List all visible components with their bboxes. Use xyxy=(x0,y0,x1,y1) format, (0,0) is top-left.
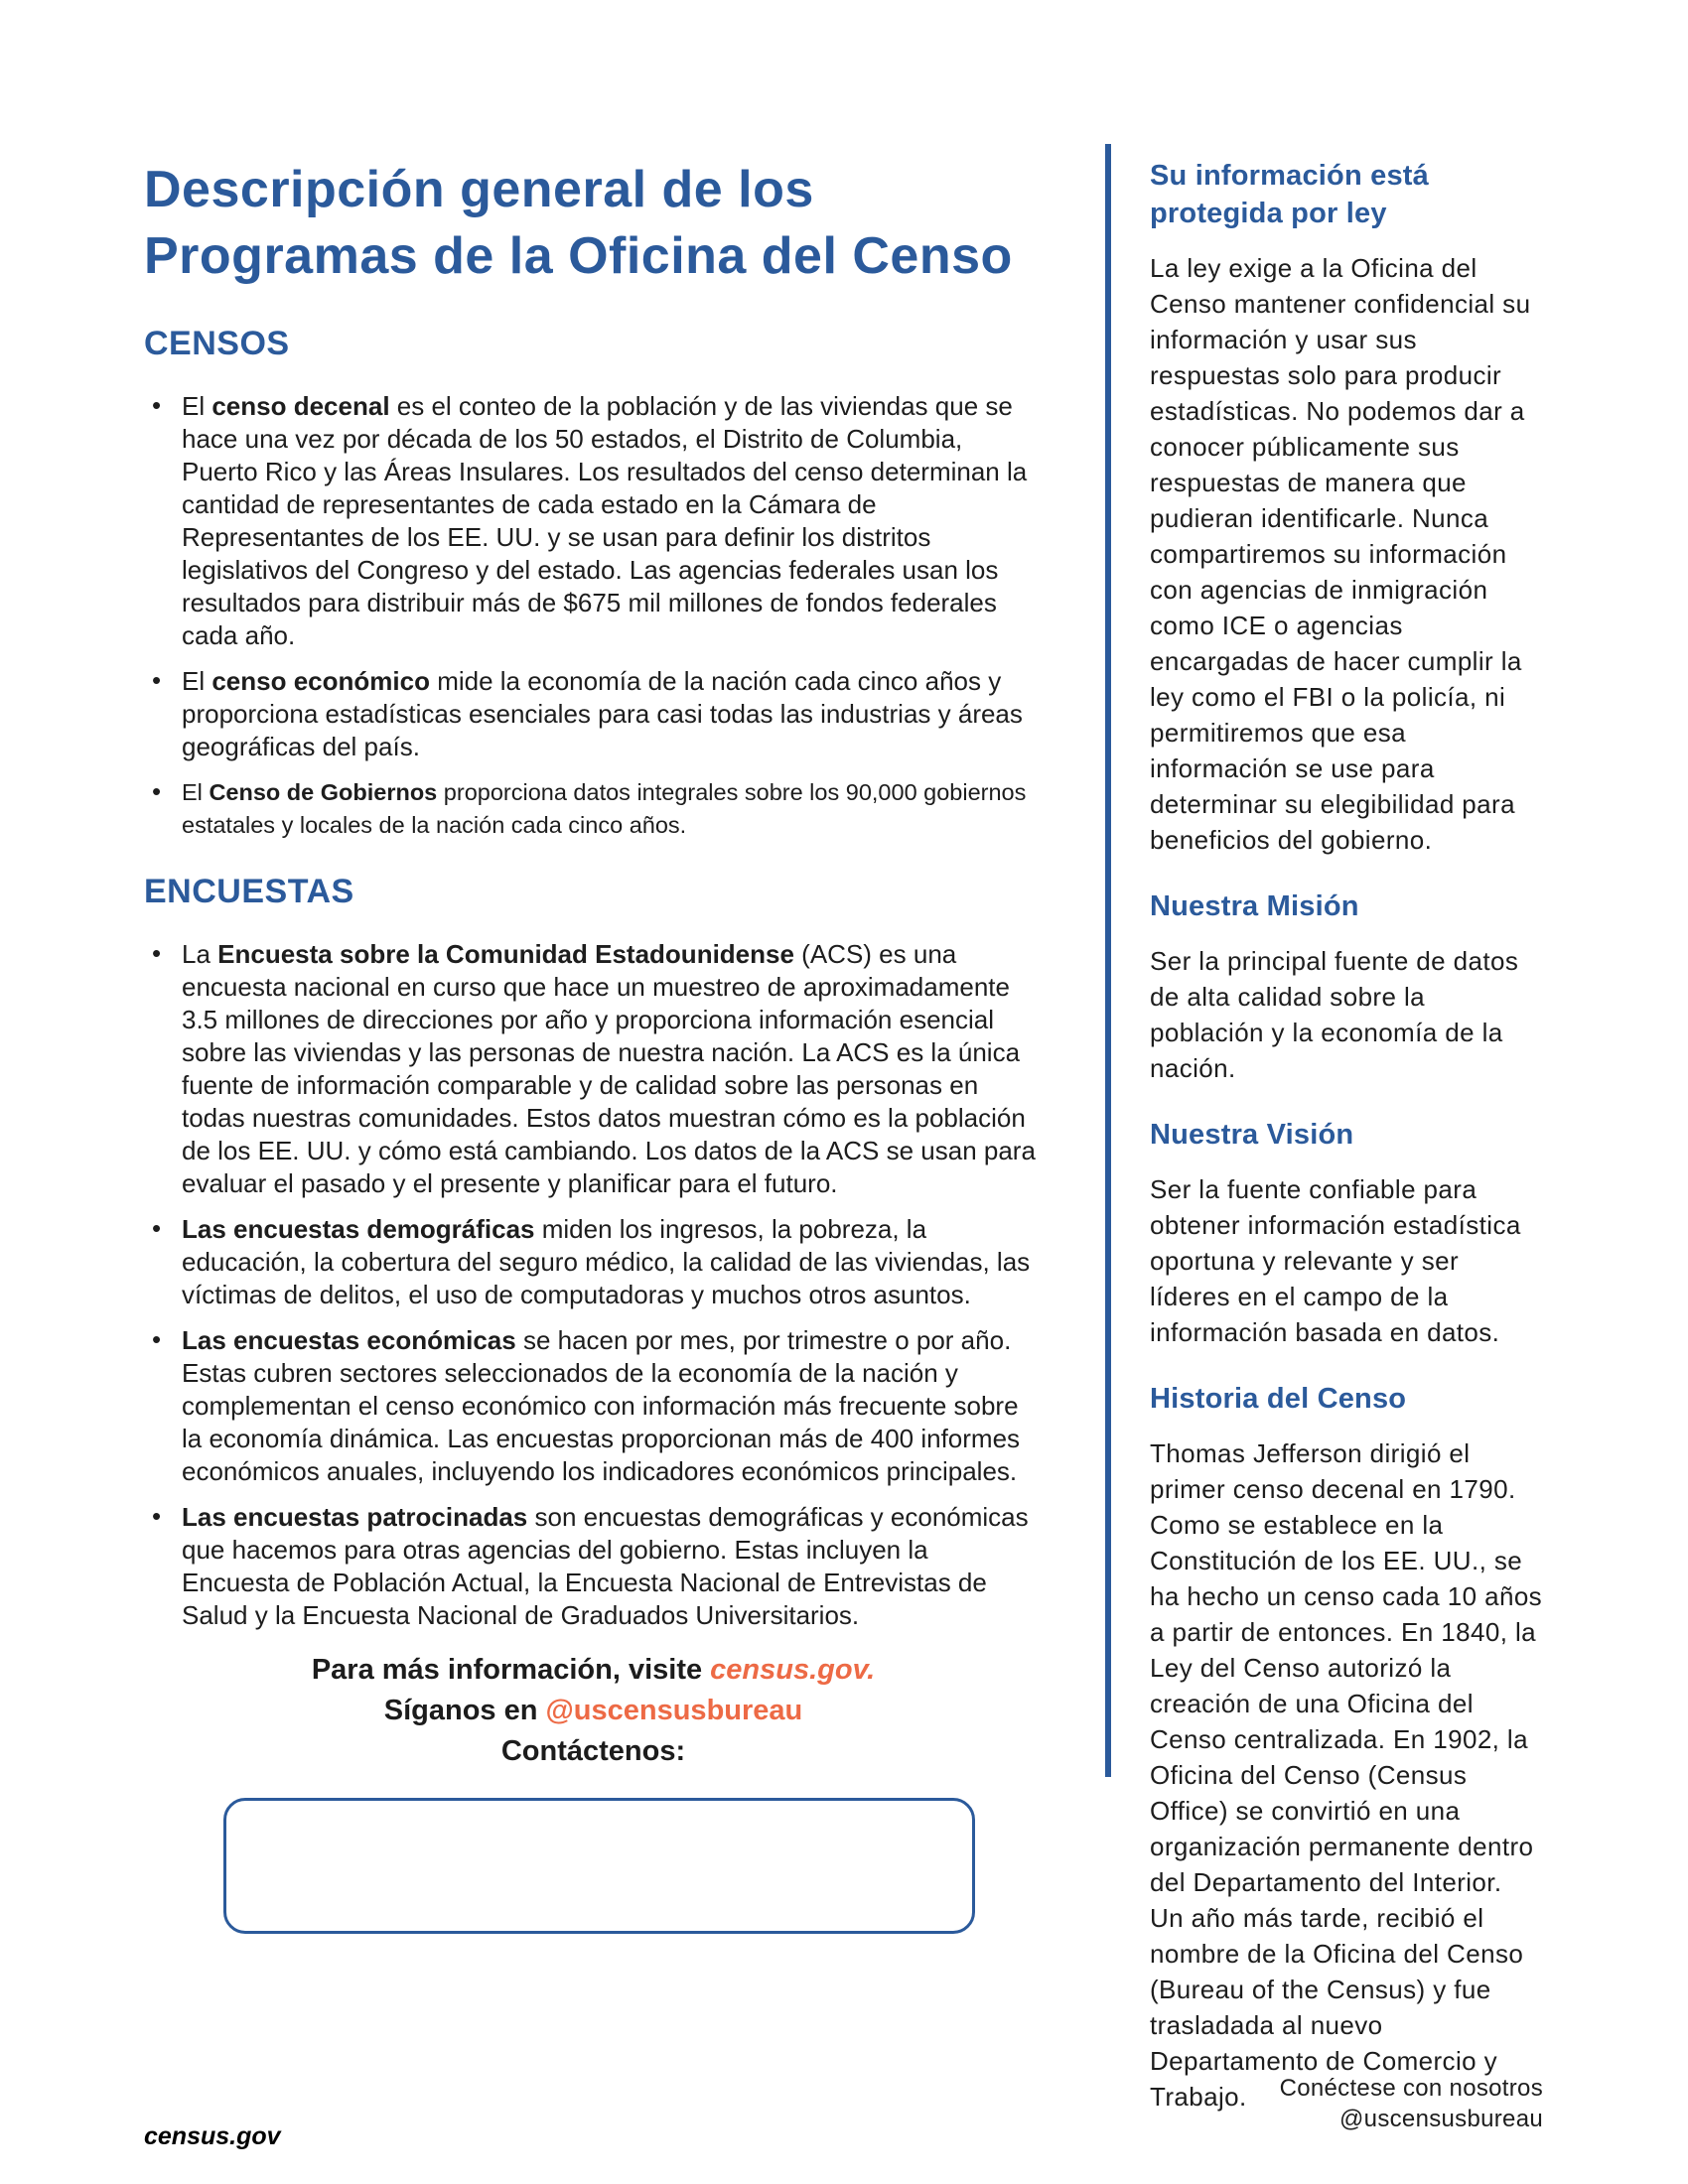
bullet-bold-term: censo económico xyxy=(211,666,430,696)
bullet-text-segment: El xyxy=(182,666,212,696)
page-title-line2: Programas de la Oficina del Censo xyxy=(144,227,1013,285)
sidebar-body-vision: Ser la fuente confiable para obtener información estadística oportuna y relevante y ser líderes en el campo de la información basada en datos. xyxy=(1150,1174,1521,1347)
bullet-text-segment: La xyxy=(182,939,218,969)
sidebar-column xyxy=(1150,157,1543,2115)
section-heading-censos: CENSOS xyxy=(144,325,290,362)
connect-block xyxy=(1146,2073,1543,2134)
bullet-bold-term: Censo de Gobiernos xyxy=(209,779,438,805)
bullet-bold-term: Las encuestas económicas xyxy=(182,1325,516,1355)
bullet-bold-term: Las encuestas demográficas xyxy=(182,1214,535,1244)
bullet-bold-term: Las encuestas patrocinadas xyxy=(182,1502,528,1532)
encuestas-bullet-list xyxy=(144,938,1043,1632)
sidebar-heading-vision: Nuestra Visión xyxy=(1150,1119,1354,1151)
bullet-item-censo-gobiernos xyxy=(144,776,1043,842)
bullet-item-censo-economico xyxy=(144,665,1043,763)
sidebar-body-proteccion: La ley exige a la Oficina del Censo mantener confidencial su información y usar sus respuestas solo para producir estadísticas. No podemos dar a conocer públicamente sus respuestas de manera que pudieran identificarle. Nunca compartiremos su información con agencias de inmigración como ICE o agencias encargadas de hacer cumplir la ley como el FBI o la policía, ni permitiremos que esa información se use para determinar su elegibilidad para beneficios del gobierno. xyxy=(1150,253,1531,855)
bullet-text-segment: mide la economía de la nación cada cinco años y proporciona estadísticas esenciales para casi todas las industrias y áreas geográficas del país. xyxy=(182,666,1023,761)
cta-follow-prefix: Síganos en xyxy=(383,1695,546,1726)
connect-social-handle[interactable]: @uscensusbureau xyxy=(1339,2106,1543,2132)
social-handle-link[interactable]: @uscensusbureau xyxy=(545,1695,803,1726)
bullet-item-encuestas-patrocinadas xyxy=(144,1501,1043,1632)
cta-line-info xyxy=(144,1650,1043,1691)
sidebar-heading-mision: Nuestra Misión xyxy=(1150,890,1359,922)
bullet-text-segment: El xyxy=(182,779,210,805)
bullet-text-segment: proporciona datos integrales sobre los 90,000 gobiernos estatales y locales de la nación cada cinco años. xyxy=(182,779,1027,838)
census-gov-link[interactable]: census.gov. xyxy=(710,1654,876,1686)
bullet-text-segment: se hacen por mes, por trimestre o por año. Estas cubren sectores seleccionados de la economía de la nación y complementan el censo económico con información más frecuente sobre la economía dinámica. Las encuestas proporcionan más de 400 informes económicos anuales, incluyendo los indicadores económicos principales. xyxy=(182,1325,1021,1486)
column-divider xyxy=(1105,144,1111,1777)
sidebar-heading-proteccion: Su información está protegida por ley xyxy=(1150,160,1429,229)
page-title xyxy=(144,157,1043,290)
sidebar-heading-historia: Historia del Censo xyxy=(1150,1383,1407,1415)
bullet-item-encuestas-demograficas xyxy=(144,1213,1043,1311)
bullet-text-segment: El xyxy=(182,391,212,421)
bullet-text-segment: miden los ingresos, la pobreza, la educación, la cobertura del seguro médico, la calidad de las viviendas, las víctimas de delitos, el uso de computadoras y muchos otros asuntos. xyxy=(182,1214,1031,1309)
bullet-text-segment: (ACS) es una encuesta nacional en curso que hace un muestreo de aproximadamente 3.5 millones de direcciones por año y proporciona información esencial sobre las viviendas y las personas de nuestra nación. La ACS es la única fuente de información comparable y de calidad sobre las personas en todas nuestras comunidades. Estos datos muestran cómo es la población de los EE. UU. y cómo está cambiando. Los datos de la ACS se usan para evaluar el pasado y el presente y planificar para el futuro. xyxy=(182,939,1036,1198)
census-gov-wordmark: census.gov xyxy=(144,2122,281,2150)
sidebar-body-historia: Thomas Jefferson dirigió el primer censo decenal en 1790. Como se establece en la Constitución de los EE. UU., se ha hecho un censo cada 10 años a partir de entonces. En 1840, la Ley del Censo autorizó la creación de una Oficina del Censo centralizada. En 1902, la Oficina del Censo (Census Office) se convirtió en una organización permanente dentro del Departamento del Interior. Un año más tarde, recibió el nombre de la Oficina del Censo (Bureau of the Census) y fue trasladada al nuevo Departamento de Comercio y Trabajo. xyxy=(1150,1438,1543,2112)
contact-info-box xyxy=(223,1798,975,1934)
cta-line-contact: Contáctenos: xyxy=(500,1735,686,1767)
bullet-item-censo-decenal xyxy=(144,390,1043,652)
main-column xyxy=(144,157,1043,1934)
cta-info-prefix: Para más información, visite xyxy=(311,1654,711,1686)
bullet-item-acs xyxy=(144,938,1043,1200)
censos-bullet-list xyxy=(144,390,1043,842)
connect-line: Conéctese con nosotros xyxy=(1279,2075,1543,2102)
page-title-line1: Descripción general de los xyxy=(144,161,814,218)
bullet-bold-term: censo decenal xyxy=(211,391,390,421)
call-to-action xyxy=(144,1650,1043,1772)
sidebar-body-mision: Ser la principal fuente de datos de alta calidad sobre la población y la economía de la nación. xyxy=(1150,946,1519,1083)
bullet-text-segment: son encuestas demográficas y económicas que hacemos para otras agencias del gobierno. Estas incluyen la Encuesta de Población Actual, la Encuesta Nacional de Entrevistas de Salud y la Encuesta Nacional de Graduados Universitarios. xyxy=(182,1502,1029,1630)
cta-line-follow xyxy=(144,1691,1043,1731)
section-heading-encuestas: ENCUESTAS xyxy=(144,873,354,910)
bullet-item-encuestas-economicas xyxy=(144,1324,1043,1488)
bullet-bold-term: Encuesta sobre la Comunidad Estadounidense xyxy=(217,939,794,969)
bullet-text-segment: es el conteo de la población y de las viviendas que se hace una vez por década de los 50 estados, el Distrito de Columbia, Puerto Rico y las Áreas Insulares. Los resultados del censo determinan la cantidad de representantes de cada estado en la Cámara de Representantes de los EE. UU. y se usan para definir los distritos legislativos del Congreso y del estado. Las agencias federales usan los resultados para distribuir más de $675 mil millones de fondos federales cada año. xyxy=(182,391,1028,650)
